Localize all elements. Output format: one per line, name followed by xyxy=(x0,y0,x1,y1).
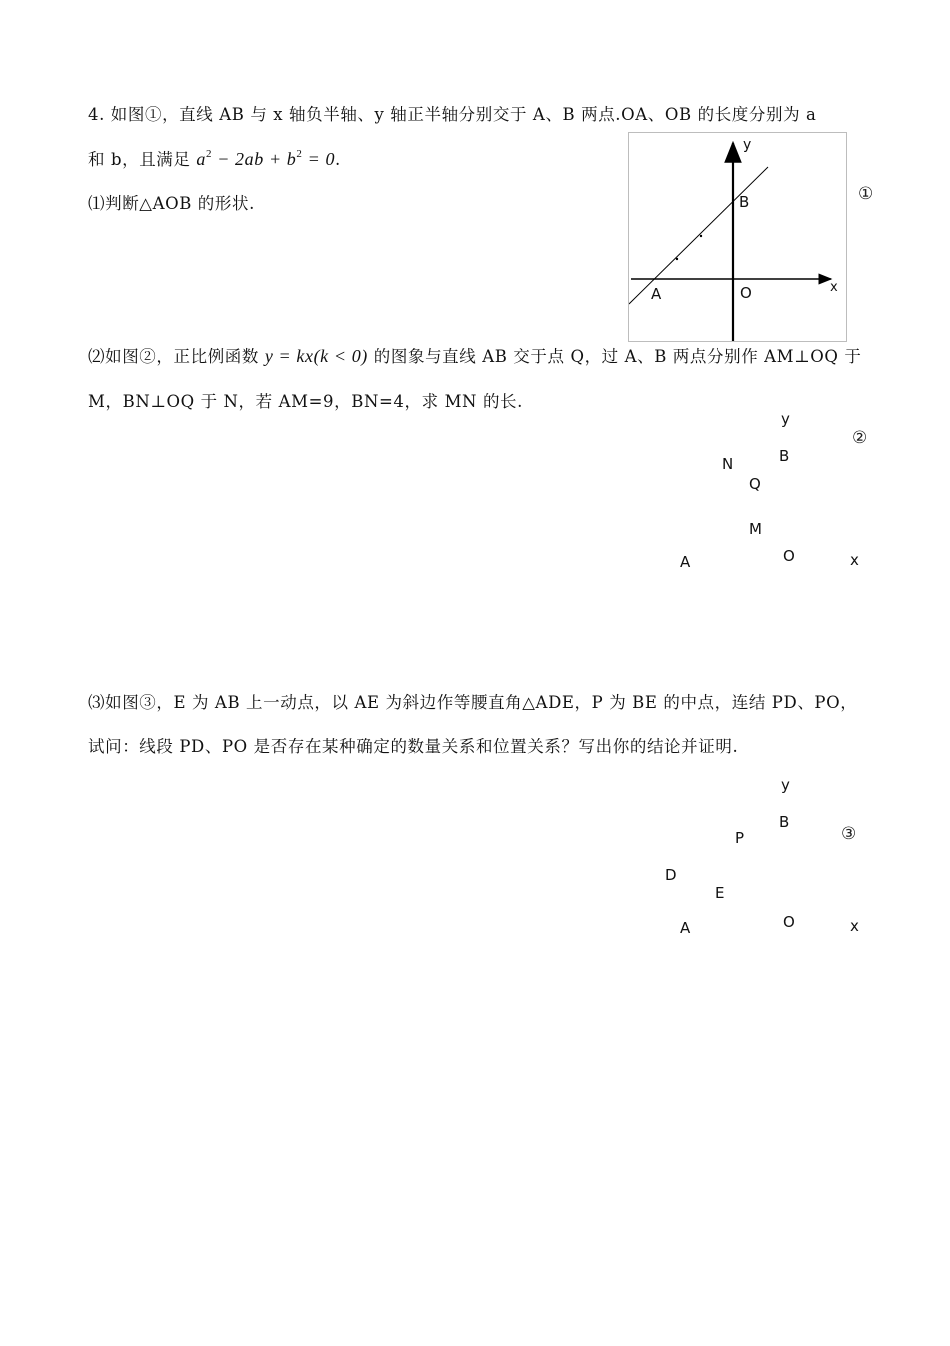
fig3-label-o: O xyxy=(783,913,795,931)
fig1-label-x: x xyxy=(830,280,838,295)
part2-question-line1: ⑵如图②，正比例函数 y = kx(k < 0) 的图象与直线 AB 交于点 Q，过 A、B 两点分别作 AM⊥OQ 于 xyxy=(88,346,862,366)
fig2-label-q: Q xyxy=(749,475,761,493)
fig3-label-y: y xyxy=(781,776,790,794)
figure-2-marker: ② xyxy=(852,428,868,448)
problem-statement-line2: 和 b，且满足 $a^2 - 2ab + b^2 = 0$. xyxy=(88,148,341,169)
figure-3-marker: ③ xyxy=(841,824,857,844)
fig1-label-a: A xyxy=(651,285,662,303)
figure-1-marker: ① xyxy=(858,184,874,204)
figure-1-coordinate-graph xyxy=(628,132,847,342)
part3-question-line2: 试问：线段 PD、PO 是否存在某种确定的数量关系和位置关系？写出你的结论并证明. xyxy=(88,737,739,756)
condition-equation: $a^2 - 2ab + b^2 = 0$ xyxy=(196,148,336,169)
fig2-label-o: O xyxy=(783,547,795,565)
fig2-label-a: A xyxy=(680,553,691,571)
fig1-label-b: B xyxy=(739,193,750,211)
fig3-label-x: x xyxy=(850,917,859,935)
fig3-label-b: B xyxy=(779,813,790,831)
problem-statement-line1: 4. 如图①，直线 AB 与 x 轴负半轴、y 轴正半轴分别交于 A、B 两点.OA、OB 的长度分别为 a xyxy=(88,105,817,124)
fig2-label-m: M xyxy=(749,520,762,538)
part1-question: ⑴判断△AOB 的形状. xyxy=(88,194,255,213)
part2-question-line2: M，BN⊥OQ 于 N，若 AM=9，BN=4，求 MN 的长. xyxy=(88,392,523,411)
fig2-label-b: B xyxy=(779,447,790,465)
figure-1-svg xyxy=(629,133,846,341)
proportional-function: y = kx(k < 0) xyxy=(264,346,368,366)
fig2-label-x: x xyxy=(850,551,859,569)
fig1-label-o: O xyxy=(740,284,752,302)
fig3-label-a: A xyxy=(680,919,691,937)
fig3-label-e: E xyxy=(715,884,725,902)
line2-prefix: 和 b，且满足 xyxy=(88,150,191,169)
fig2-label-y: y xyxy=(781,410,790,428)
fig3-label-p: P xyxy=(735,829,745,847)
part3-question-line1: ⑶如图③，E 为 AB 上一动点，以 AE 为斜边作等腰直角△ADE，P 为 BE 的中点，连结 PD、PO， xyxy=(88,693,858,712)
fig1-label-y: y xyxy=(743,137,752,153)
fig2-label-n: N xyxy=(722,455,734,473)
fig3-label-d: D xyxy=(665,866,677,884)
